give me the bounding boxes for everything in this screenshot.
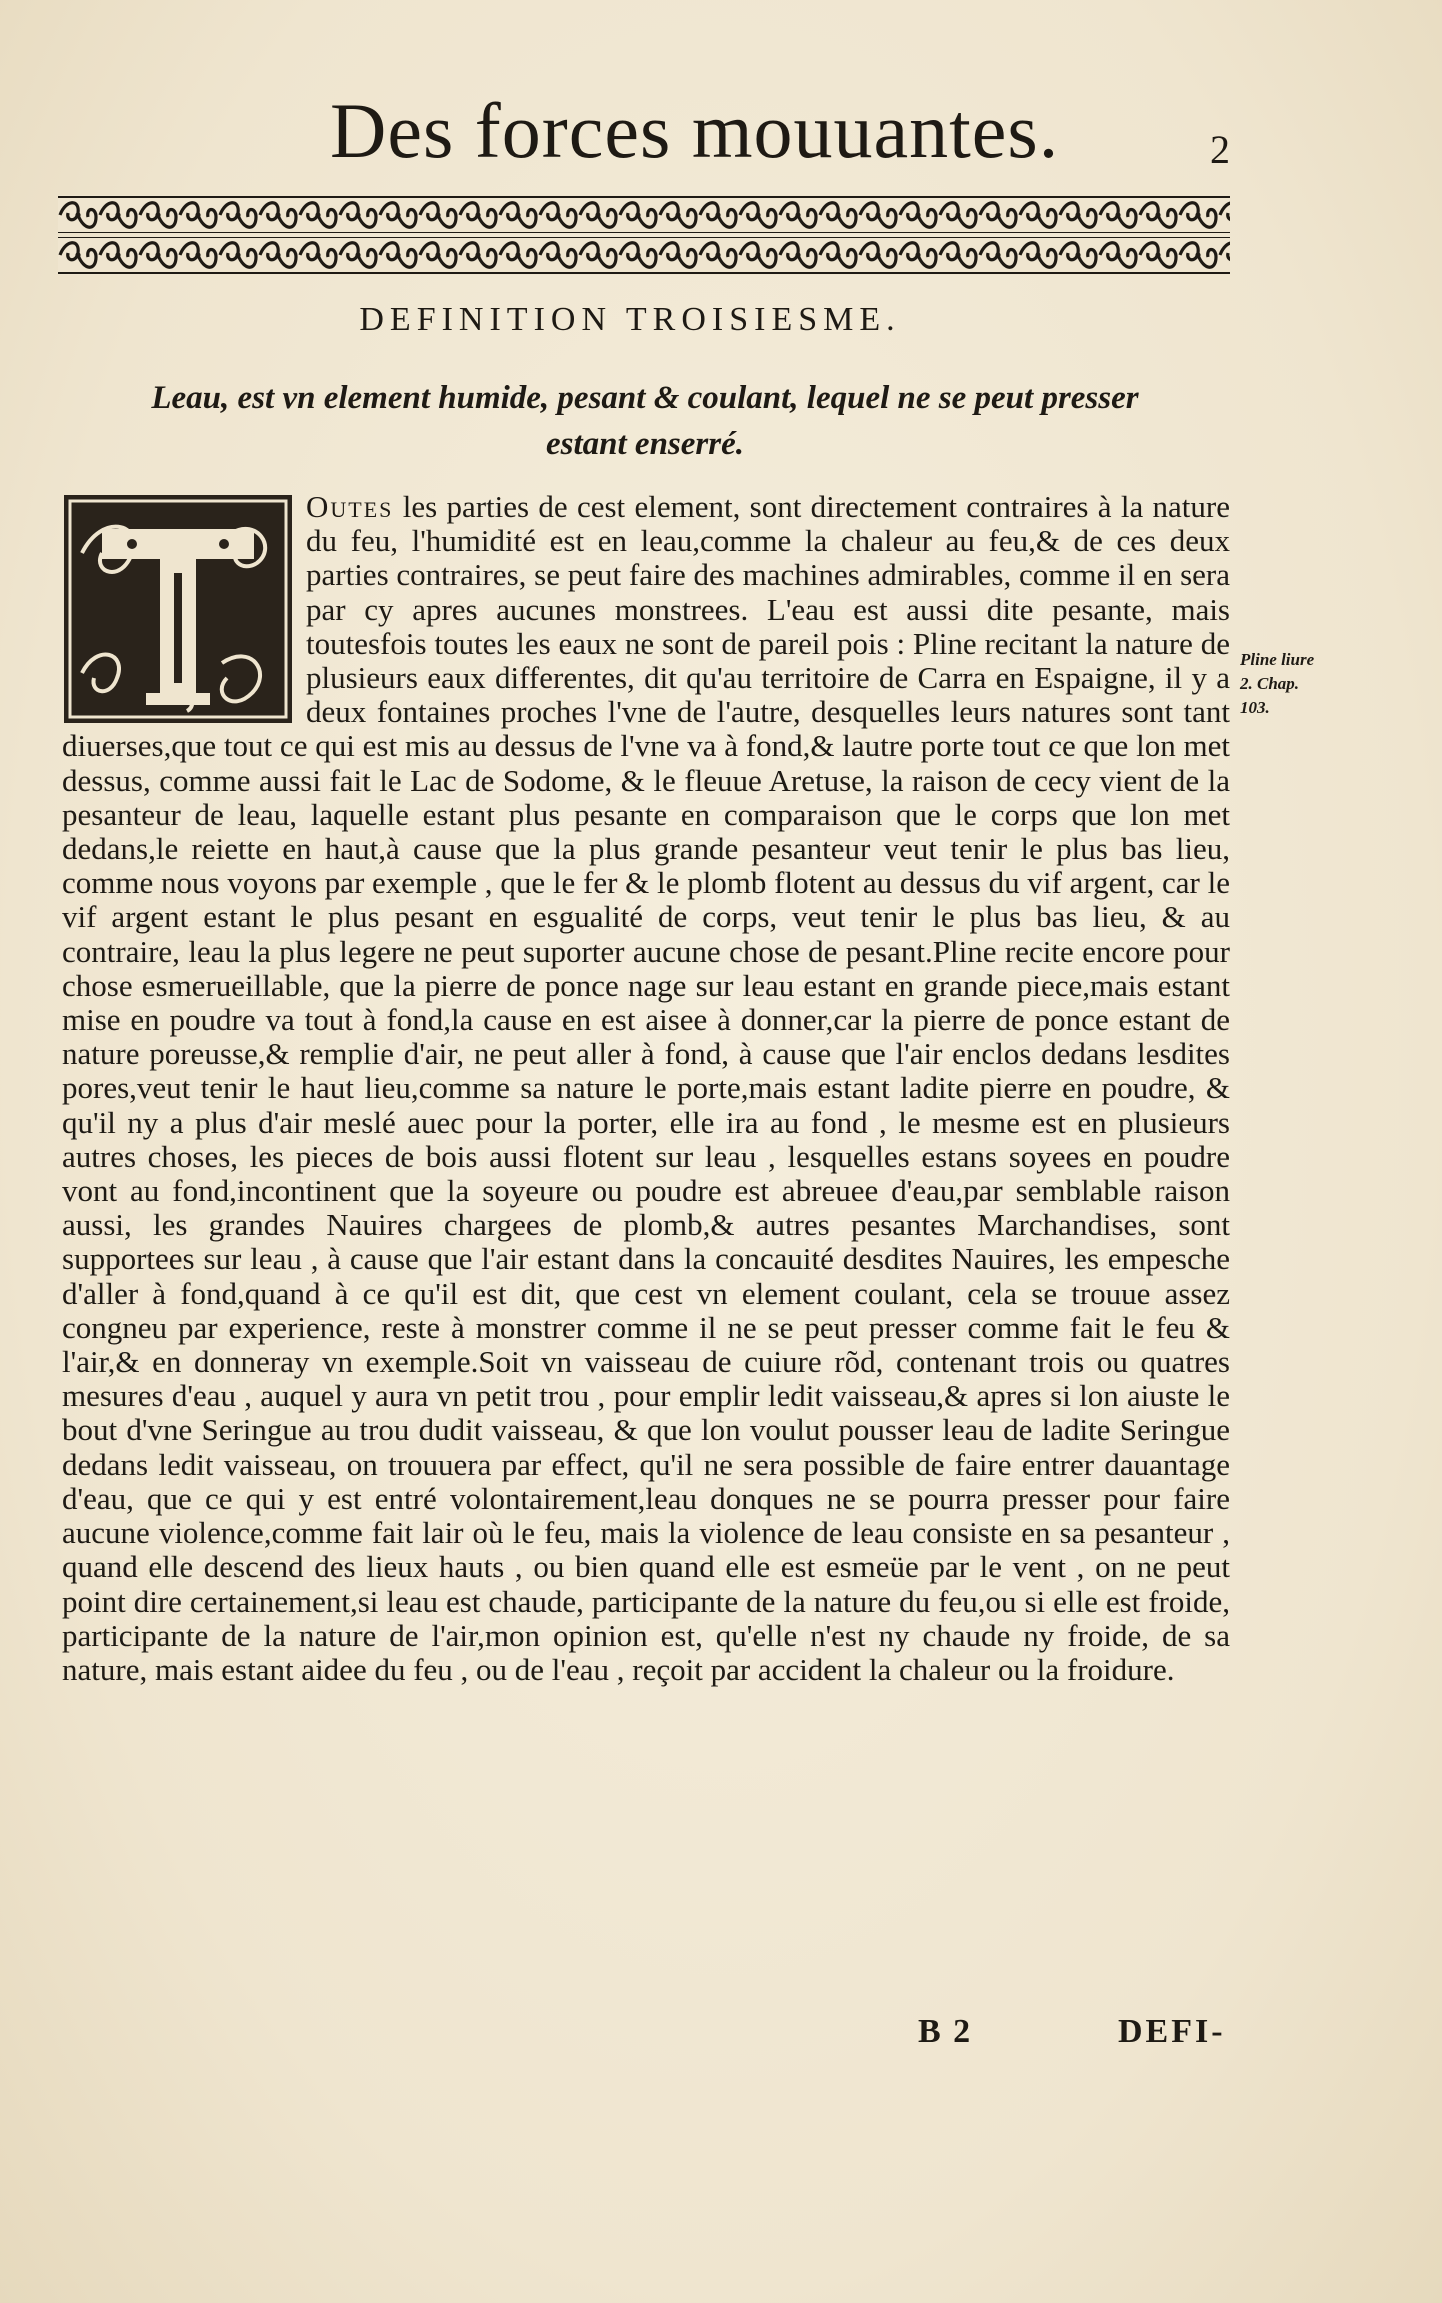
marginal-note-line: Pline liure [1240, 650, 1315, 669]
marginal-note [1240, 648, 1360, 720]
opening-word: Outes [306, 489, 394, 524]
running-title: Des forces mouuantes. [330, 87, 1060, 174]
page-number: 2 [1210, 127, 1230, 172]
marginal-note-line: 103. [1240, 698, 1270, 717]
catchword: DEFI- [1118, 2013, 1226, 2050]
decorative-border-band [58, 195, 1230, 275]
initial-spacer [62, 490, 306, 726]
signature-mark: B 2 [918, 2013, 973, 2050]
body-paragraph [62, 490, 1230, 1687]
marginal-note-line: 2. Chap. [1240, 674, 1300, 693]
body-text-content: les parties de cest element, sont directement contraires à la nature du feu, l'humidité est en leau,comme la chaleur au feu,& de ces deux parties contraires, se peut faire des machines admirables, comme il en sera par cy apres aucunes monstrees. L'eau est aussi dite pesante, mais toutesfois toutes les eaux ne sont de pareil pois : Pline recitant la nature de plusieurs eaux differentes, dit qu'au territoire de Carra en Espaigne, il y a deux fontaines proches l'vne de l'autre, desquelles leurs natures sont tant diuerses,que tout ce qui est mis au dessus de l'vne va à fond,& lautre porte tout ce que lon met dessus, comme aussi fait le Lac de Sodome, & le fleuue Aretuse, la raison de cecy vient de la pesanteur de leau, laquelle estant plus pesante en comparaison que le corps que lon met dedans,le reiette en haut,à cause que la plus grande pesanteur veut tenir le plus bas lieu, comme nous voyons par exemple , que le fer & le plomb flotent au dessus du vif argent, car le vif argent estant le plus pesant en esgualité de corps, veut tenir le plus bas lieu, & au contraire, leau la plus legere ne peut suporter aucune chose de pesant.Pline recite encore pour chose esmerueillable, que la pierre de ponce nage sur leau estant en grande piece,mais estant mise en poudre va tout à fond,la cause en est aisee à donner,car la pierre de ponce estant de nature poreusse,& remplie d'air, ne peut aller à fond, à cause que l'air enclos dedans lesdites pores,veut tenir le haut lieu,comme sa nature le porte,mais estant ladite pierre en poudre, & qu'il ny a plus d'air meslé auec pour la porter, elle ira au fond , le mesme est en plusieurs autres choses, les pieces de bois aussi flotent sur leau , lesquelles estans soyees en poudre vont au fond,incontinent que la soyeure ou poudre est abreuee d'eau,par semblable raison aussi, les grandes Nauires chargees de plomb,& autres pesantes Marchandises, sont supportees sur leau , à cause que l'air estant dans la concauité desdites Nauires, les empesche d'aller à fond,quand à ce qu'il est dit, que cest vn element coulant, cela se trouue assez congneu par experience, reste à monstrer comme il ne se peut presser comme fait le feu & l'air,& en donneray vn exemple.Soit vn vaisseau de cuiure rõd, contenant trois ou quatres mesures d'eau , auquel y aura vn petit trou , pour emplir ledit vaisseau,& apres si lon aiuste le bout d'vne Seringue au trou dudit vaisseau, & que lon voulut pousser leau de ladite Seringue dedans ledit vaisseau, on trouuera par effect, qu'il ne sera possible de faire entrer dauantage d'eau, que ce qui y est entré volontairement,leau donques ne se pourra presser pour faire aucune violence,comme fait lair où le feu, mais la violence de leau consiste en sa pesanteur , quand elle descend des lieux hauts , ou bien quand elle est esmeüe par le vent , on ne peut point dire certainement,si leau est chaude, participante de la nature du feu,ou si elle est froide, participante de la nature de l'air,mon opinion est, qu'elle n'est ny chaude ny froide, de sa nature, mais estant aidee du feu , ou de l'eau , reçoit par accident la chaleur ou la froidure. [62, 489, 1230, 1687]
definition-heading: DEFINITION TROISIESME. [359, 301, 901, 338]
definition-statement: Leau, est vn element humide, pesant & coulant, lequel ne se peut presser estant enserré. [151, 380, 1139, 462]
